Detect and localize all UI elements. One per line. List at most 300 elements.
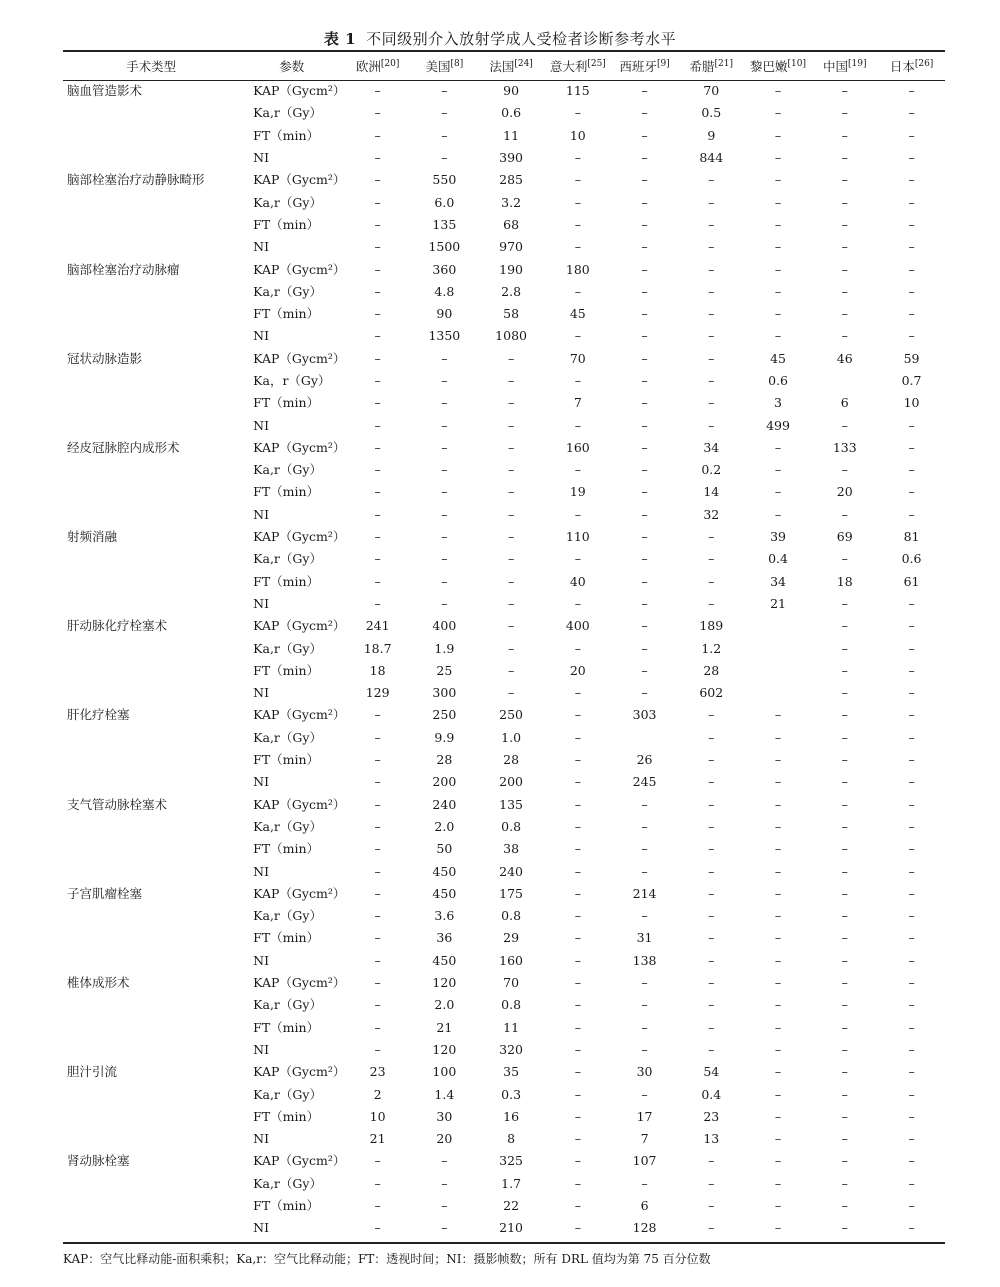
value-cell: –	[441, 595, 448, 611]
table-row	[63, 816, 945, 838]
procedure-cell	[63, 749, 239, 771]
param-cell: FT（min）	[253, 662, 320, 678]
value-cell: –	[774, 306, 782, 322]
value-cell: –	[774, 484, 782, 500]
procedure-cell	[63, 816, 239, 838]
procedure-cell	[63, 771, 239, 793]
param-cell: NI	[253, 417, 270, 433]
value-cell: 200	[432, 774, 457, 790]
value-cell: 0.4	[701, 1086, 722, 1102]
value-cell: –	[841, 774, 848, 790]
country-name: 欧洲	[355, 59, 381, 74]
value-cell: –	[708, 417, 715, 433]
value-cell: –	[708, 1041, 715, 1057]
value-cell: –	[441, 1220, 448, 1236]
value-cell: –	[908, 462, 915, 478]
value-cell: –	[708, 796, 715, 812]
value-cell: –	[574, 1019, 581, 1035]
value-cell: 180	[565, 261, 590, 277]
param-cell: Ka,r（Gy）	[253, 997, 322, 1013]
country-ref: [8]	[450, 58, 464, 69]
value-cell: 61	[903, 573, 920, 589]
param-cell: Ka,r（Gy）	[253, 1175, 322, 1191]
value-cell: 29	[503, 930, 520, 946]
procedure-cell: 支气管动脉栓塞术	[67, 796, 168, 812]
value-cell: –	[574, 283, 581, 299]
value-cell: –	[574, 551, 581, 567]
country-ref: [10]	[787, 58, 807, 69]
value-cell: –	[374, 573, 381, 589]
procedure-cell	[63, 1173, 239, 1195]
procedure-cell	[63, 481, 239, 503]
value-cell: –	[841, 1131, 848, 1147]
value-cell: –	[441, 506, 448, 522]
value-cell: –	[908, 1086, 915, 1102]
value-cell: –	[708, 261, 715, 277]
value-cell: –	[774, 462, 782, 478]
value-cell: 250	[432, 707, 457, 723]
value-cell: –	[841, 150, 848, 166]
value-cell: 34	[770, 573, 786, 589]
value-cell: –	[841, 417, 848, 433]
procedure-cell	[63, 147, 239, 169]
procedure-cell	[63, 950, 239, 972]
country-ref: [24]	[514, 58, 533, 69]
value-cell: –	[841, 216, 848, 232]
table-row	[63, 481, 945, 503]
value-cell: –	[841, 83, 848, 99]
value-cell: 46	[836, 350, 853, 366]
value-cell: –	[574, 216, 581, 232]
param-cell: Ka,r（Gy）	[253, 194, 322, 210]
country-ref: [9]	[656, 58, 670, 69]
value-cell: –	[507, 417, 515, 433]
value-cell: –	[708, 908, 715, 924]
value-cell: 18	[836, 573, 853, 589]
value-cell: 303	[632, 707, 657, 723]
value-cell: 0.4	[768, 551, 788, 567]
value-cell: –	[641, 306, 648, 322]
value-cell: –	[641, 395, 648, 411]
header-procedure: 手术类型	[126, 59, 177, 74]
table-row	[63, 682, 945, 704]
value-cell: –	[574, 796, 581, 812]
table-title	[0, 28, 1000, 49]
value-cell: –	[574, 707, 581, 723]
value-cell: –	[574, 841, 581, 857]
value-cell: 133	[832, 439, 857, 455]
value-cell: –	[841, 729, 848, 745]
value-cell: –	[441, 127, 448, 143]
value-cell	[611, 727, 678, 749]
value-cell: 7	[573, 395, 582, 411]
value-cell: 128	[632, 1220, 657, 1236]
value-cell: –	[441, 1175, 448, 1191]
procedure-cell	[63, 303, 239, 325]
value-cell: –	[641, 506, 648, 522]
value-cell: –	[841, 885, 848, 901]
value-cell: –	[908, 908, 915, 924]
value-cell: –	[908, 1220, 915, 1236]
value-cell	[811, 370, 878, 392]
value-cell: –	[574, 729, 581, 745]
param-cell: Ka,r（Gy）	[253, 462, 322, 478]
value-cell: 115	[565, 83, 590, 99]
value-cell: –	[841, 1108, 848, 1124]
value-cell: –	[374, 283, 381, 299]
table-row	[63, 437, 945, 459]
param-cell: Ka,r（Gy）	[253, 640, 322, 656]
procedure-cell: 胆汁引流	[67, 1064, 118, 1080]
value-cell: 4.8	[434, 283, 455, 299]
value-cell: 120	[432, 975, 457, 991]
value-cell: –	[374, 83, 381, 99]
header-country	[611, 52, 678, 80]
param-cell: FT（min）	[253, 484, 320, 500]
value-cell: –	[908, 975, 915, 991]
value-cell: –	[774, 707, 782, 723]
procedure-cell	[63, 325, 239, 347]
procedure-cell: 肝动脉化疗栓塞术	[67, 618, 168, 634]
value-cell: –	[441, 105, 448, 121]
value-cell: 34	[703, 439, 720, 455]
value-cell: 21	[436, 1019, 453, 1035]
value-cell: –	[641, 640, 648, 656]
value-cell: –	[908, 328, 915, 344]
value-cell: –	[774, 261, 782, 277]
table-row	[63, 303, 945, 325]
value-cell: –	[641, 216, 648, 232]
param-cell: FT（min）	[253, 306, 320, 322]
value-cell: 285	[499, 172, 524, 188]
value-cell: 11	[503, 1019, 520, 1035]
value-cell	[745, 615, 812, 637]
value-cell: –	[374, 952, 381, 968]
procedure-cell	[63, 1106, 239, 1128]
value-cell: 9	[707, 127, 716, 143]
value-cell: 1.4	[434, 1086, 455, 1102]
table-row	[63, 214, 945, 236]
value-cell: 450	[432, 885, 457, 901]
param-cell: KAP（Gycm²）	[253, 618, 346, 634]
value-cell: –	[574, 1175, 581, 1191]
value-cell: –	[841, 1220, 848, 1236]
value-cell: 35	[503, 1064, 520, 1080]
value-cell: –	[574, 1041, 581, 1057]
header-country	[745, 52, 812, 80]
value-cell: 6	[840, 395, 849, 411]
param-cell: NI	[253, 150, 270, 166]
value-cell: –	[774, 1086, 782, 1102]
param-cell: NI	[253, 685, 270, 701]
value-cell: 20	[836, 484, 853, 500]
value-cell: –	[574, 818, 581, 834]
value-cell: –	[908, 127, 915, 143]
procedure-cell: 椎体成形术	[67, 975, 130, 991]
value-cell: –	[574, 952, 581, 968]
bottom-rule	[63, 1242, 945, 1244]
param-cell: NI	[253, 239, 270, 255]
value-cell: –	[908, 662, 915, 678]
value-cell: –	[774, 1175, 782, 1191]
value-cell: –	[441, 573, 448, 589]
value-cell: 30	[436, 1108, 453, 1124]
value-cell: –	[708, 595, 715, 611]
value-cell: 3.2	[501, 194, 522, 210]
table-caption: 不同级别介入放射学成人受检者诊断参考水平	[366, 30, 677, 48]
param-cell: FT（min）	[253, 1108, 320, 1124]
param-cell: KAP（Gycm²）	[253, 796, 346, 812]
value-cell: –	[441, 417, 448, 433]
table-row	[63, 548, 945, 570]
table-row	[63, 660, 945, 682]
value-cell: –	[841, 618, 848, 634]
procedure-cell: 冠状动脉造影	[67, 350, 143, 366]
value-cell: –	[574, 908, 581, 924]
value-cell: –	[774, 975, 782, 991]
value-cell: –	[507, 373, 515, 388]
table-row	[63, 883, 945, 905]
value-cell: –	[641, 551, 648, 567]
value-cell: –	[374, 105, 381, 121]
table-row	[63, 749, 945, 771]
value-cell: 160	[499, 952, 524, 968]
table-row	[63, 1016, 945, 1038]
value-cell: –	[841, 1175, 848, 1191]
value-cell: –	[708, 239, 715, 255]
value-cell: –	[708, 551, 715, 567]
value-cell: –	[841, 105, 848, 121]
value-cell: –	[641, 997, 648, 1013]
value-cell: 70	[503, 975, 520, 991]
value-cell: –	[574, 1131, 581, 1147]
value-cell: 250	[499, 707, 524, 723]
table-row	[63, 1106, 945, 1128]
value-cell: –	[374, 261, 381, 277]
value-cell: –	[908, 1041, 915, 1057]
value-cell: –	[774, 729, 782, 745]
value-cell: –	[641, 105, 648, 121]
value-cell: –	[841, 997, 848, 1013]
value-cell: –	[841, 462, 848, 478]
value-cell: –	[574, 1153, 581, 1169]
value-cell	[745, 660, 812, 682]
procedure-cell	[63, 214, 239, 236]
country-name: 美国	[425, 59, 451, 74]
table-row	[63, 1150, 945, 1172]
value-cell: –	[641, 573, 648, 589]
param-cell: Ka,r（Gy）	[253, 551, 322, 567]
value-cell: 245	[632, 774, 657, 790]
procedure-cell	[63, 281, 239, 303]
param-cell: NI	[253, 328, 270, 344]
value-cell: 0.5	[701, 105, 722, 121]
table-row	[63, 860, 945, 882]
value-cell: –	[641, 975, 648, 991]
country-name: 日本	[889, 59, 915, 74]
value-cell: 210	[499, 1220, 524, 1236]
table-row	[63, 1128, 945, 1150]
value-cell: –	[374, 930, 381, 946]
value-cell	[745, 637, 812, 659]
value-cell: –	[374, 796, 381, 812]
value-cell: –	[374, 885, 381, 901]
procedure-cell	[63, 1217, 239, 1239]
value-cell: –	[374, 707, 381, 723]
value-cell: –	[708, 707, 715, 723]
value-cell: 602	[699, 685, 724, 701]
value-cell: –	[774, 506, 782, 522]
param-cell: Ka,r（Gy）	[253, 908, 322, 924]
procedure-cell	[63, 125, 239, 147]
value-cell: 81	[903, 529, 920, 545]
procedure-cell: 脑部栓塞治疗动静脉畸形	[67, 172, 205, 188]
value-cell: –	[374, 752, 381, 768]
value-cell: –	[708, 1220, 715, 1236]
value-cell: 54	[703, 1064, 720, 1080]
value-cell: –	[574, 885, 581, 901]
value-cell: –	[841, 908, 848, 924]
value-cell: 400	[432, 618, 457, 634]
param-cell: FT（min）	[253, 395, 320, 411]
value-cell: –	[574, 506, 581, 522]
table-row	[63, 147, 945, 169]
value-cell: 39	[770, 529, 786, 545]
value-cell: –	[441, 150, 448, 166]
value-cell: –	[441, 1153, 448, 1169]
value-cell: 3.6	[434, 908, 455, 924]
value-cell: –	[374, 127, 381, 143]
value-cell: 28	[436, 752, 453, 768]
table-number: 表 1	[323, 30, 357, 48]
value-cell: 300	[432, 685, 457, 701]
value-cell: –	[908, 261, 915, 277]
value-cell: 0.6	[768, 373, 788, 388]
procedure-cell	[63, 1039, 239, 1061]
value-cell: –	[774, 83, 782, 99]
value-cell: 241	[365, 618, 390, 634]
value-cell: 214	[632, 885, 657, 901]
value-cell: –	[641, 194, 648, 210]
value-cell: –	[507, 506, 515, 522]
value-cell: –	[841, 952, 848, 968]
value-cell: –	[574, 685, 581, 701]
value-cell: –	[708, 306, 715, 322]
value-cell: –	[374, 439, 381, 455]
value-cell: –	[574, 997, 581, 1013]
value-cell: 30	[636, 1064, 653, 1080]
param-cell: Ka,r（Gy）	[253, 1086, 322, 1102]
value-cell: 16	[503, 1108, 520, 1124]
value-cell: –	[708, 1019, 715, 1035]
value-cell: –	[507, 529, 515, 545]
value-cell: –	[841, 328, 848, 344]
value-cell: 17	[636, 1108, 653, 1124]
procedure-cell	[63, 1083, 239, 1105]
param-cell: KAP（Gycm²）	[253, 439, 346, 455]
table-row	[63, 526, 945, 548]
value-cell: –	[374, 774, 381, 790]
value-cell: –	[774, 752, 782, 768]
param-cell: KAP（Gycm²）	[253, 975, 346, 991]
value-cell: 0.6	[501, 105, 522, 121]
value-cell: –	[774, 774, 782, 790]
value-cell: –	[574, 1220, 581, 1236]
param-cell: KAP（Gycm²）	[253, 1064, 346, 1080]
procedure-cell: 子宫肌瘤栓塞	[67, 885, 143, 901]
param-cell: Ka,r（Gy）	[253, 105, 322, 121]
value-cell: 499	[766, 417, 790, 433]
value-cell: –	[908, 239, 915, 255]
value-cell: –	[374, 975, 381, 991]
value-cell: –	[374, 1153, 381, 1169]
value-cell: –	[841, 506, 848, 522]
value-cell: –	[841, 283, 848, 299]
value-cell: 9.9	[434, 729, 455, 745]
value-cell: –	[841, 1019, 848, 1035]
country-name: 西班牙	[619, 59, 657, 74]
value-cell: –	[574, 774, 581, 790]
value-cell: –	[641, 529, 648, 545]
value-cell: –	[908, 1153, 915, 1169]
value-cell: –	[441, 350, 448, 366]
value-cell: 22	[503, 1197, 520, 1213]
value-cell: –	[641, 595, 648, 611]
value-cell: –	[574, 417, 581, 433]
procedure-cell	[63, 838, 239, 860]
value-cell: –	[374, 216, 381, 232]
value-cell: –	[374, 818, 381, 834]
value-cell: 240	[432, 796, 457, 812]
value-cell: 970	[499, 239, 524, 255]
value-cell: –	[774, 328, 782, 344]
procedure-cell	[63, 191, 239, 213]
value-cell: –	[908, 306, 915, 322]
value-cell: –	[774, 283, 782, 299]
value-cell: –	[708, 1197, 715, 1213]
value-cell: –	[774, 1064, 782, 1080]
value-cell: –	[908, 1197, 915, 1213]
value-cell: –	[641, 863, 648, 879]
procedure-cell: 经皮冠脉腔内成形术	[67, 439, 180, 455]
value-cell: –	[507, 640, 515, 656]
procedure-cell	[63, 102, 239, 124]
value-cell: –	[841, 796, 848, 812]
value-cell: –	[908, 818, 915, 834]
procedure-cell	[63, 1195, 239, 1217]
table-row	[63, 1195, 945, 1217]
value-cell: –	[507, 439, 515, 455]
value-cell: –	[841, 975, 848, 991]
value-cell: 100	[432, 1064, 457, 1080]
value-cell: 23	[369, 1064, 386, 1080]
value-cell: 135	[432, 216, 457, 232]
value-cell: –	[708, 1175, 715, 1191]
procedure-cell	[63, 1128, 239, 1150]
value-cell: 40	[569, 573, 586, 589]
value-cell: 20	[436, 1131, 453, 1147]
value-cell: 0.8	[501, 997, 522, 1013]
value-cell: –	[774, 818, 782, 834]
value-cell: –	[641, 908, 648, 924]
procedure-cell	[63, 660, 239, 682]
value-cell: –	[908, 997, 915, 1013]
value-cell: –	[374, 595, 381, 611]
value-cell: 107	[632, 1153, 657, 1169]
value-cell: –	[774, 105, 782, 121]
header-country	[811, 52, 878, 80]
value-cell: –	[908, 1175, 915, 1191]
